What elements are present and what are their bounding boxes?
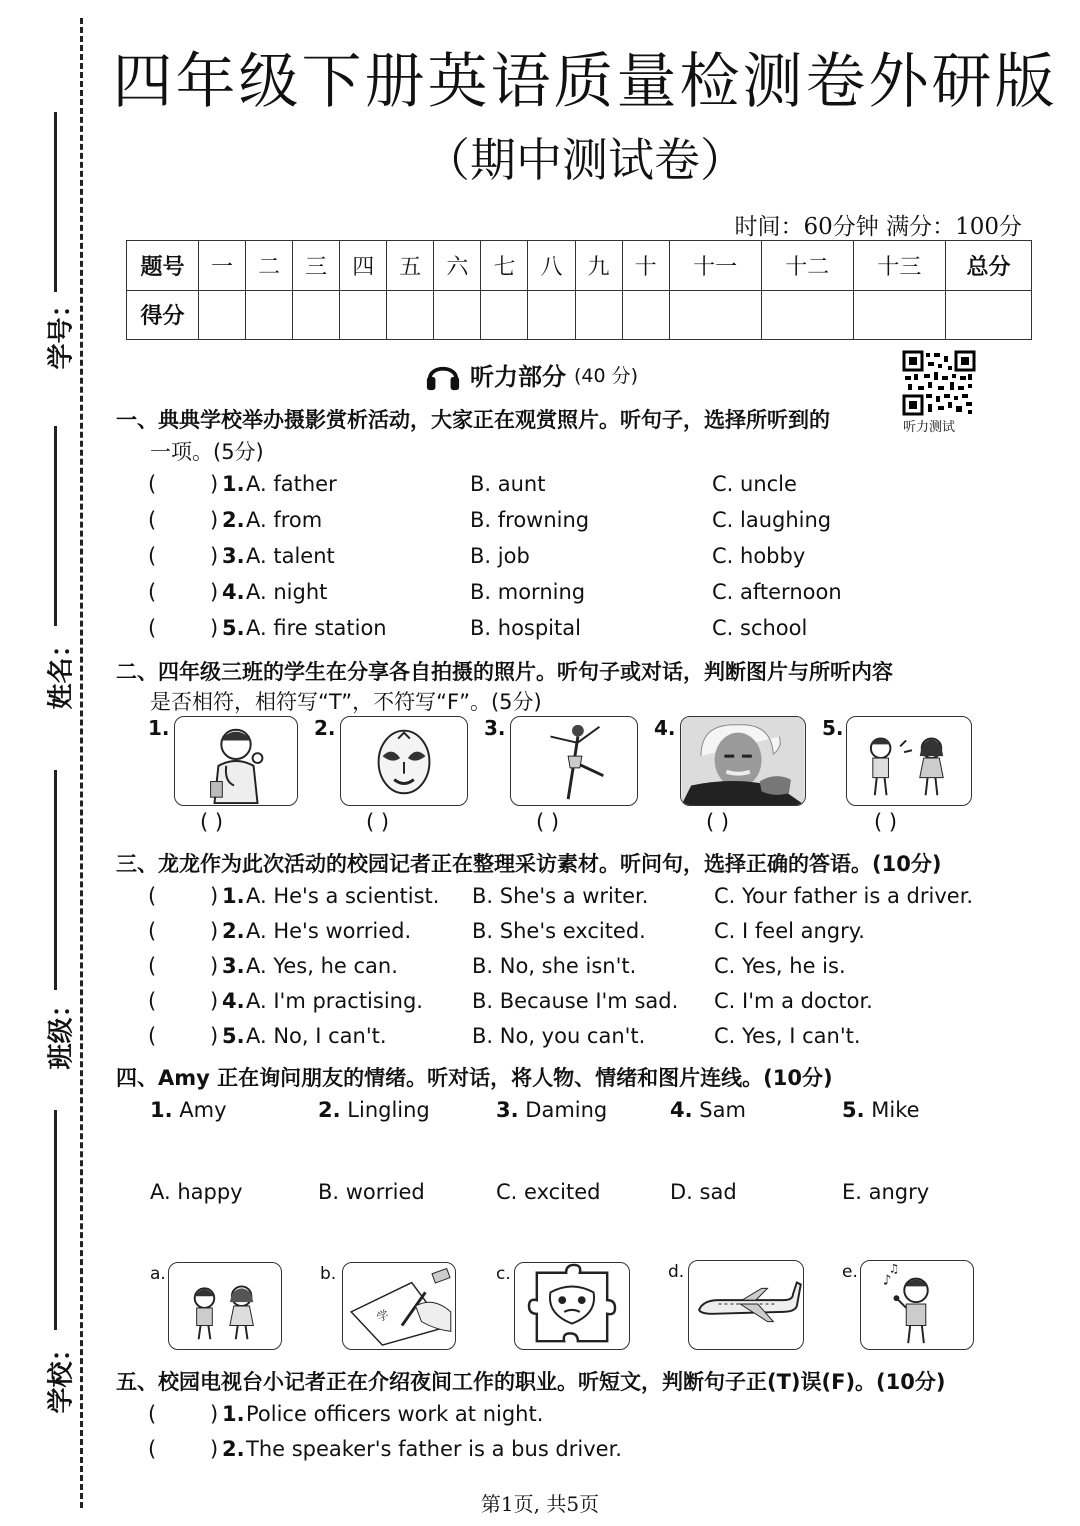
class-label: 班级： bbox=[46, 991, 77, 1070]
student-id-field[interactable] bbox=[14, 112, 74, 292]
sec5-question bbox=[144, 1437, 1024, 1467]
emotion-happy[interactable]: A. happy bbox=[150, 1180, 243, 1204]
answer-paren-open[interactable]: ( bbox=[148, 508, 157, 532]
question-number: 5. bbox=[222, 1024, 245, 1048]
answer-paren-close: ) bbox=[210, 989, 219, 1013]
person-name: Sam bbox=[699, 1098, 746, 1122]
sec3-question bbox=[144, 1024, 1024, 1054]
binding-dashed-line bbox=[80, 18, 83, 1508]
option-b: B. Because I'm sad. bbox=[472, 989, 679, 1013]
emotion-excited[interactable]: C. excited bbox=[496, 1180, 601, 1204]
question-number: 1. bbox=[222, 472, 245, 496]
sec2-instruction-line2: 是否相符，相符写“T”，不符写“F”。(5分) bbox=[150, 690, 542, 714]
answer-blank[interactable]: ( ) bbox=[536, 810, 560, 834]
picture-scientist bbox=[680, 716, 806, 806]
answer-paren-close: ) bbox=[210, 1024, 219, 1048]
score-cell[interactable] bbox=[622, 290, 669, 340]
option-c: C. I'm a doctor. bbox=[714, 989, 873, 1013]
score-table-row2-label: 得分 bbox=[127, 290, 199, 340]
sec3-instruction: 三、龙龙作为此次活动的校园记者正在整理采访素材。听问句，选择正确的答语。(10分) bbox=[116, 852, 942, 876]
option-b: B. She's excited. bbox=[472, 919, 646, 943]
answer-paren-close: ) bbox=[210, 884, 219, 908]
music-note-icon: ♪ bbox=[882, 1272, 892, 1289]
answer-paren-open[interactable]: ( bbox=[148, 616, 157, 640]
question-number: 4. bbox=[222, 989, 245, 1013]
sec3-question bbox=[144, 919, 1024, 949]
answer-paren-open[interactable]: ( bbox=[148, 954, 157, 978]
answer-paren-open[interactable]: ( bbox=[148, 580, 157, 604]
option-b: B. No, you can't. bbox=[472, 1024, 646, 1048]
answer-paren-open[interactable]: ( bbox=[148, 1437, 157, 1461]
sec2-instruction-line1: 二、四年级三班的学生在分享各自拍摄的照片。听句子或对话，判断图片与所听内容 bbox=[116, 660, 893, 684]
picture-two-kids bbox=[846, 716, 972, 806]
question-number: 5. bbox=[222, 616, 245, 640]
pic-label: a. bbox=[150, 1264, 166, 1284]
answer-paren-close: ) bbox=[210, 616, 219, 640]
score-total-cell[interactable] bbox=[946, 290, 1032, 340]
option-a: A. talent bbox=[246, 544, 335, 568]
sec5-question bbox=[144, 1402, 1024, 1432]
answer-blank[interactable]: ( ) bbox=[366, 810, 390, 834]
person-number: 5. bbox=[842, 1098, 865, 1122]
answer-paren-close: ) bbox=[210, 472, 219, 496]
sec1-question bbox=[144, 580, 1024, 610]
sec3-question bbox=[144, 954, 1024, 984]
score-col-9: 九 bbox=[575, 241, 622, 291]
answer-paren-open[interactable]: ( bbox=[148, 919, 157, 943]
sec3-question bbox=[144, 989, 1024, 1019]
class-field[interactable] bbox=[14, 770, 74, 990]
score-cell[interactable] bbox=[528, 290, 575, 340]
person-daming[interactable] bbox=[496, 1098, 607, 1122]
answer-paren-close: ) bbox=[210, 919, 219, 943]
answer-paren-close: ) bbox=[210, 544, 219, 568]
page-footer: 第1页, 共5页 bbox=[480, 1492, 600, 1516]
answer-blank[interactable]: ( ) bbox=[200, 810, 224, 834]
time-info: 时间：60分钟 满分：100分 bbox=[734, 214, 1022, 240]
picture-b-writing-hand[interactable] bbox=[342, 1262, 456, 1350]
score-col-5: 五 bbox=[387, 241, 434, 291]
score-col-12: 十二 bbox=[761, 241, 853, 291]
score-col-1: 一 bbox=[199, 241, 246, 291]
answer-paren-close: ) bbox=[210, 1437, 219, 1461]
answer-paren-close: ) bbox=[210, 580, 219, 604]
sec1-question bbox=[144, 508, 1024, 538]
question-number: 2. bbox=[222, 1437, 245, 1461]
sec1-question bbox=[144, 472, 1024, 502]
option-c: C. Yes, he is. bbox=[714, 954, 846, 978]
person-sam[interactable] bbox=[670, 1098, 746, 1122]
exam-title: 四年级下册英语质量检测卷外研版 bbox=[112, 47, 1058, 117]
answer-paren-open[interactable]: ( bbox=[148, 884, 157, 908]
option-c: C. school bbox=[712, 616, 808, 640]
option-b: B. No, she isn't. bbox=[472, 954, 637, 978]
option-a: A. Yes, he can. bbox=[246, 954, 398, 978]
score-table bbox=[126, 240, 1032, 340]
score-cell[interactable] bbox=[293, 290, 340, 340]
score-col-7: 七 bbox=[481, 241, 528, 291]
emotion-worried[interactable]: B. worried bbox=[318, 1180, 425, 1204]
score-col-11: 十一 bbox=[669, 241, 761, 291]
pic-number: 2. bbox=[314, 716, 336, 740]
exam-subtitle: （期中测试卷） bbox=[424, 133, 746, 187]
option-a: A. fire station bbox=[246, 616, 387, 640]
option-a: A. He's worried. bbox=[246, 919, 412, 943]
score-table-score-row bbox=[127, 290, 1032, 340]
picture-a-kids-playing[interactable] bbox=[168, 1262, 282, 1350]
answer-paren-open[interactable]: ( bbox=[148, 1402, 157, 1426]
pic-label: e. bbox=[842, 1262, 858, 1282]
pic-label: c. bbox=[496, 1264, 511, 1284]
person-number: 1. bbox=[150, 1098, 173, 1122]
option-b: B. She's a writer. bbox=[472, 884, 649, 908]
score-table-header-row bbox=[127, 241, 1032, 291]
school-field[interactable] bbox=[14, 1110, 74, 1330]
pic-number: 4. bbox=[654, 716, 676, 740]
picture-opera-mask bbox=[340, 716, 468, 806]
option-a: A. I'm practising. bbox=[246, 989, 423, 1013]
score-col-6: 六 bbox=[434, 241, 481, 291]
score-col-2: 二 bbox=[246, 241, 293, 291]
score-cell[interactable] bbox=[199, 290, 246, 340]
statement-text: Police officers work at night. bbox=[246, 1402, 544, 1426]
music-note-icon: ♫ bbox=[888, 1261, 900, 1276]
option-a: A. He's a scientist. bbox=[246, 884, 440, 908]
pic-number: 3. bbox=[484, 716, 506, 740]
statement-text: The speaker's father is a bus driver. bbox=[246, 1437, 622, 1461]
picture-c-puzzle[interactable] bbox=[514, 1262, 630, 1350]
qr-code-icon[interactable] bbox=[902, 350, 976, 416]
sec1-question bbox=[144, 544, 1024, 574]
answer-paren-close: ) bbox=[210, 1402, 219, 1426]
paper-writing: 学 bbox=[374, 1307, 391, 1325]
answer-paren-close: ) bbox=[210, 508, 219, 532]
picture-d-airplane[interactable] bbox=[688, 1260, 804, 1350]
person-name: Daming bbox=[525, 1098, 608, 1122]
pic-label: b. bbox=[320, 1264, 337, 1284]
sec4-instruction: 四、Amy 正在询问朋友的情绪。听对话，将人物、情绪和图片连线。(10分) bbox=[116, 1066, 833, 1090]
sec1-instruction-line1: 一、典典学校举办摄影赏析活动，大家正在观赏照片。听句子，选择所听到的 bbox=[116, 408, 830, 432]
option-c: C. Your father is a driver. bbox=[714, 884, 974, 908]
student-id-label: 学号： bbox=[46, 291, 77, 370]
option-b: B. aunt bbox=[470, 472, 546, 496]
score-cell[interactable] bbox=[669, 290, 761, 340]
pic-label: d. bbox=[668, 1262, 685, 1282]
option-b: B. morning bbox=[470, 580, 586, 604]
answer-paren-open[interactable]: ( bbox=[148, 472, 157, 496]
person-name: Mike bbox=[871, 1098, 920, 1122]
answer-blank[interactable]: ( ) bbox=[874, 810, 898, 834]
option-b: B. hospital bbox=[470, 616, 581, 640]
person-name: Amy bbox=[179, 1098, 227, 1122]
school-label: 学校： bbox=[46, 1335, 77, 1414]
score-cell[interactable] bbox=[340, 290, 387, 340]
picture-doctor bbox=[174, 716, 298, 806]
option-b: B. frowning bbox=[470, 508, 590, 532]
option-b: B. job bbox=[470, 544, 530, 568]
option-c: C. I feel angry. bbox=[714, 919, 865, 943]
person-name: Lingling bbox=[347, 1098, 430, 1122]
picture-e-singing-boy[interactable] bbox=[860, 1260, 974, 1350]
question-number: 1. bbox=[222, 1402, 245, 1426]
sec1-question bbox=[144, 616, 1024, 646]
score-col-13: 十三 bbox=[853, 241, 945, 291]
pic-number: 5. bbox=[822, 716, 844, 740]
answer-paren-open[interactable]: ( bbox=[148, 1024, 157, 1048]
emotion-sad[interactable]: D. sad bbox=[670, 1180, 737, 1204]
score-total-label: 总分 bbox=[946, 241, 1032, 291]
score-table-row1-label: 题号 bbox=[127, 241, 199, 291]
headphones-icon bbox=[424, 356, 462, 392]
person-amy[interactable] bbox=[150, 1098, 227, 1122]
person-mike[interactable] bbox=[842, 1098, 920, 1122]
score-col-10: 十 bbox=[622, 241, 669, 291]
question-number: 4. bbox=[222, 580, 245, 604]
person-number: 2. bbox=[318, 1098, 341, 1122]
score-cell[interactable] bbox=[246, 290, 293, 340]
person-number: 4. bbox=[670, 1098, 693, 1122]
option-a: A. from bbox=[246, 508, 323, 532]
score-cell[interactable] bbox=[434, 290, 481, 340]
score-cell[interactable] bbox=[481, 290, 528, 340]
person-number: 3. bbox=[496, 1098, 519, 1122]
name-field[interactable] bbox=[14, 426, 74, 626]
answer-paren-close: ) bbox=[210, 954, 219, 978]
name-label: 姓名： bbox=[46, 631, 77, 710]
sec5-instruction: 五、校园电视台小记者正在介绍夜间工作的职业。听短文，判断句子正(T)误(F)。(10分) bbox=[116, 1370, 946, 1394]
question-number: 3. bbox=[222, 954, 245, 978]
sec3-question bbox=[144, 884, 1024, 914]
score-cell[interactable] bbox=[387, 290, 434, 340]
option-a: A. night bbox=[246, 580, 328, 604]
question-number: 3. bbox=[222, 544, 245, 568]
score-cell[interactable] bbox=[575, 290, 622, 340]
answer-paren-open[interactable]: ( bbox=[148, 544, 157, 568]
person-lingling[interactable] bbox=[318, 1098, 430, 1122]
answer-paren-open[interactable]: ( bbox=[148, 989, 157, 1013]
qr-label: 听力测试 bbox=[903, 420, 956, 435]
score-cell[interactable] bbox=[761, 290, 853, 340]
sec1-instruction-line2: 一项。(5分) bbox=[150, 440, 264, 464]
emotion-angry[interactable]: E. angry bbox=[842, 1180, 930, 1204]
listening-points: (40 分) bbox=[574, 364, 639, 387]
answer-blank[interactable]: ( ) bbox=[706, 810, 730, 834]
score-col-3: 三 bbox=[293, 241, 340, 291]
option-a: A. No, I can't. bbox=[246, 1024, 387, 1048]
option-a: A. father bbox=[246, 472, 337, 496]
listening-heading bbox=[424, 356, 638, 392]
score-col-4: 四 bbox=[340, 241, 387, 291]
picture-dancer bbox=[510, 716, 638, 806]
question-number: 2. bbox=[222, 919, 245, 943]
score-col-8: 八 bbox=[528, 241, 575, 291]
option-c: C. afternoon bbox=[712, 580, 842, 604]
option-c: C. Yes, I can't. bbox=[714, 1024, 861, 1048]
pic-number: 1. bbox=[148, 716, 170, 740]
option-c: C. uncle bbox=[712, 472, 797, 496]
question-number: 2. bbox=[222, 508, 245, 532]
score-cell[interactable] bbox=[853, 290, 945, 340]
listening-title: 听力部分 bbox=[470, 362, 566, 391]
option-c: C. laughing bbox=[712, 508, 832, 532]
option-c: C. hobby bbox=[712, 544, 806, 568]
question-number: 1. bbox=[222, 884, 245, 908]
